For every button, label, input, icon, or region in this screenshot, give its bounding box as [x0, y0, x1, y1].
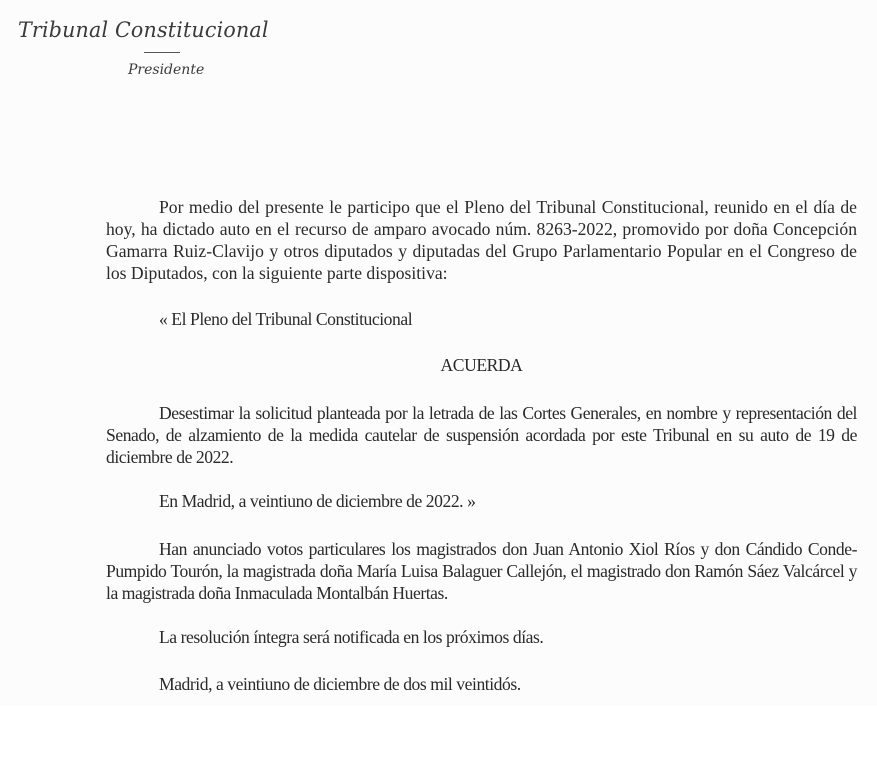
paragraph-text: Madrid, a veintiuno de diciembre de dos mil veintidós. — [159, 674, 521, 694]
heading-acuerda — [106, 354, 857, 376]
paragraph-text: Han anunciado votos particulares los magistrados don Juan Antonio Xiol Ríos y don Cándido Conde-Pumpido Tourón, la magistrada doña María Luisa Balaguer Callejón, el magistrado don Ramón Sáez Valcárcel y la magistrada doña Inmaculada Montalbán Huertas. — [106, 539, 857, 603]
paragraph-closing-date — [106, 673, 857, 695]
heading-text: ACUERDA — [440, 355, 523, 375]
letterhead-divider — [144, 52, 180, 53]
paragraph-resolution — [106, 402, 857, 468]
letterhead — [18, 14, 278, 84]
paragraph-text: La resolución íntegra será notificada en los próximos días. — [159, 627, 544, 647]
paragraph-text: Desestimar la solicitud planteada por la letrada de las Cortes Generales, en nombre y representación del Senado, de alzamiento de la medida cautelar de suspensión acordada por este Tribunal en su auto de 19 de diciembre de 2022. — [106, 403, 857, 467]
paragraph-text: En Madrid, a veintiuno de diciembre de 2022. » — [159, 491, 476, 511]
paragraph-quote-close — [106, 490, 857, 512]
letterhead-institution: Tribunal Constitucional — [18, 18, 269, 42]
paragraph-intro — [106, 196, 857, 284]
paragraph-notification — [106, 626, 857, 648]
paragraph-quote-open — [106, 308, 857, 330]
letterhead-office: Presidente — [128, 62, 205, 78]
paragraph-text: Por medio del presente le participo que el Pleno del Tribunal Constitucional, reunido en el día de hoy, ha dictado auto en el recurso de amparo avocado núm. 8263-2022, promovido por doña Concepción Gamarra Ruiz-Clavijo y otros diputados y diputadas del Grupo Parlamentario Popular en el Congreso de los Diputados, con la siguiente parte dispositiva: — [106, 197, 857, 283]
paragraph-dissenting-votes — [106, 538, 857, 604]
paragraph-text: « El Pleno del Tribunal Constitucional — [159, 309, 413, 329]
